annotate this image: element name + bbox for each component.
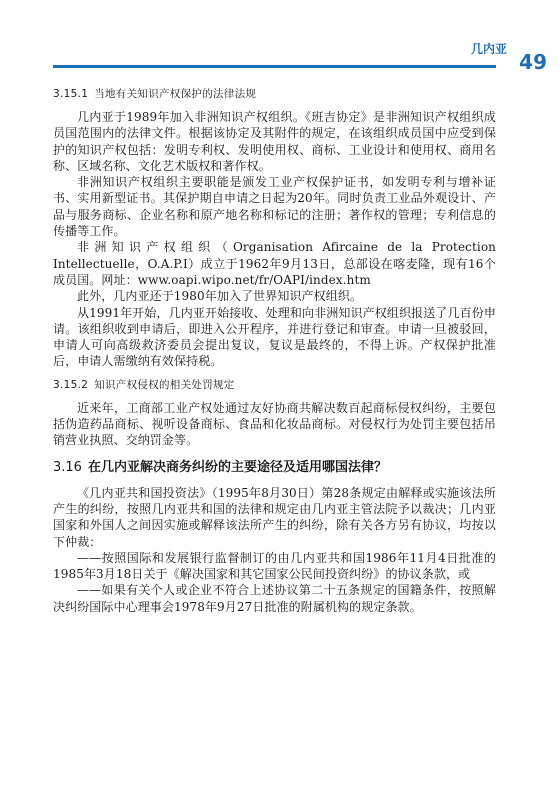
page-header [0, 0, 559, 80]
section-title: 在几内亚解决商务纠纷的主要途径及适用哪国法律？ [87, 459, 387, 475]
paragraph: 非洲知识产权组织主要职能是颁发工业产权保护证书，如发明专利与增补证书、实用新型证书。其保护期自申请之日起为20年。同时负责工业品外观设计、产品与服务商标、企业名称和原产地名称和标记的注册；著作权的管理；专利信息的传播等工作。 [53, 175, 496, 239]
subsection-heading-3-15-2 [53, 377, 496, 393]
paragraph: 从1991年开始，几内亚开始接收、处理和向非洲知识产权组织报送了几百份申请。该组织收到申请后，即进入公开程序，并进行登记和审查。申请一旦被驳回，申请人可向高级救济委员会提出复议，复议是最终的，不得上诉。产权保护批准后，申请人需缴纳有效保持税。 [53, 305, 496, 369]
paragraph: 《几内亚共和国投资法》（1995年8月30日）第28条规定由解释或实施该法所产生的纠纷，按照几内亚共和国的法律和规定由几内亚主管法院予以裁决；几内亚国家和外国人之间因实施或解释该法所产生的纠纷，除有关各方另有协议，均按以下仲裁： [53, 485, 496, 549]
page-number: 49 [519, 50, 547, 74]
paragraph: 近来年，工商部工业产权处通过友好协商共解决数百起商标侵权纠纷，主要包括伪造药品商标、视听设备商标、食品和化妆品商标。对侵权行为处罚主要包括吊销营业执照、交纳罚金等。 [53, 400, 496, 448]
subsection-number: 3.15.1 [53, 88, 89, 100]
paragraph: 几内亚于1989年加入非洲知识产权组织。《班吉协定》是非洲知识产权组织成员国范围内的法律文件。根据该协定及其附件的规定，在该组织成员国中应受到保护的知识产权包括：发明专利权、发明使用权、商标、工业设计和使用权、商用名称、区域名称、文化艺术版权和著作权。 [53, 110, 496, 173]
subsection-number: 3.15.2 [53, 378, 89, 391]
subsection-heading-3-15-1 [53, 86, 496, 102]
header-rule [53, 65, 496, 68]
running-header-country: 几内亚 [470, 42, 507, 56]
page-body [53, 86, 496, 615]
paragraph: ——如果有关个人或企业不符合上述协议第二十五条规定的国籍条件，按照解决纠纷国际中心理事会1978年9月27日批准的附属机构的规定条款。 [53, 583, 496, 614]
section-heading-3-16 [53, 459, 496, 477]
section-number: 3.16 [53, 459, 82, 475]
subsection-title: 当地有关知识产权保护的法律法规 [94, 88, 257, 100]
paragraph: ——按照国际和发展银行监督制订的由几内亚共和国1986年11月4日批准的1985年3月18日关于《解决国家和其它国家公民间投资纠纷》的协议条款，或 [53, 550, 496, 582]
paragraph: 此外，几内亚还于1980年加入了世界知识产权组织。 [77, 289, 363, 304]
paragraph: 非洲知识产权组织（Organisation Afircaine de la Protection Intellectuelle，O.A.P.I）成立于1962年9月13日，总部设在喀麦隆，现有16个成员国。网址：www.oapi.wipo.net/fr/OAPI/index.htm [53, 240, 496, 287]
subsection-title: 知识产权侵权的相关处罚规定 [94, 378, 235, 391]
